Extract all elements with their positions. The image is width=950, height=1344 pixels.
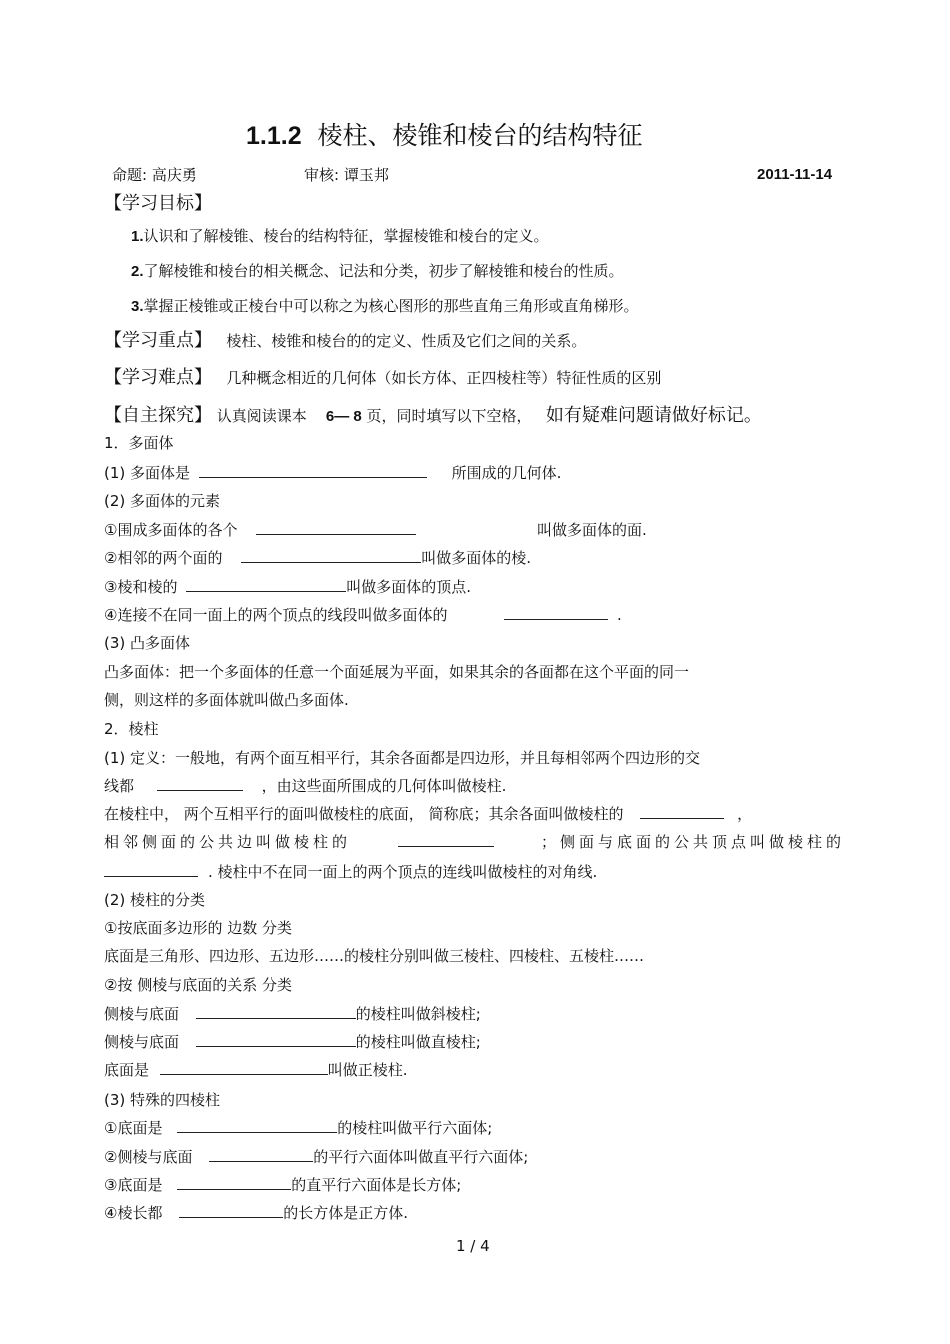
s1-line-9: 侧，则这样的多面体就叫做凸多面体. <box>104 691 349 709</box>
answer-blank[interactable] <box>640 804 724 819</box>
reviewer-line: 审核: 谭玉邦 <box>304 166 389 184</box>
answer-blank[interactable] <box>177 1175 291 1190</box>
answer-blank[interactable] <box>209 1147 313 1162</box>
goal-item-1: 1.认识和了解棱锥、棱台的结构特征，掌握棱锥和棱台的定义。 <box>131 227 549 245</box>
answer-blank[interactable] <box>196 1032 356 1047</box>
s2-class-6: 底面是 叫做正棱柱. <box>104 1061 408 1079</box>
s2-special-1: ①底面是 的棱柱叫做平行六面体; <box>104 1119 493 1137</box>
author: 高庆勇 <box>151 166 197 184</box>
section-2-heading: 2．棱柱 <box>104 720 159 738</box>
page-title <box>246 120 643 152</box>
s2-para-3: . 棱柱中不在同一面上的两个顶点的连线叫做棱柱的对角线. <box>104 862 597 882</box>
s2-para-2: 相邻侧面的公共边叫做棱柱的 ；侧面与底面的公共顶点叫做棱柱的 <box>104 833 845 851</box>
s2-class-4: 侧棱与底面 的棱柱叫做斜棱柱; <box>104 1005 481 1023</box>
key-points <box>104 329 586 353</box>
difficult-points-heading: 【学习难点】 <box>104 367 212 388</box>
s1-line-5: ③棱和棱的 叫做多面体的顶点. <box>104 578 472 596</box>
s2-special-3: ③底面是 的直平行六面体是长方体; <box>104 1176 462 1194</box>
key-points-heading: 【学习重点】 <box>104 330 212 351</box>
goals-heading: 【学习目标】 <box>104 193 212 214</box>
answer-blank[interactable] <box>177 1118 337 1133</box>
self-study-heading: 【自主探究】 <box>104 405 212 426</box>
answer-blank[interactable] <box>186 577 346 592</box>
answer-blank[interactable] <box>241 548 421 563</box>
s1-line-4: ②相邻的两个面的 叫做多面体的棱. <box>104 549 532 567</box>
s1-line-7: (3) 凸多面体 <box>104 634 191 652</box>
s1-line-2: (2) 多面体的元素 <box>104 492 221 510</box>
answer-blank[interactable] <box>256 520 416 535</box>
s1-line-6: ④连接不在同一面上的两个顶点的线段叫做多面体的 . <box>104 606 622 624</box>
s2-def-2: 线都 ，由这些面所围成的几何体叫做棱柱. <box>104 777 507 795</box>
difficult-points-text: 几种概念相近的几何体（如长方体、正四棱柱等）特征性质的区别 <box>226 369 662 387</box>
key-points-text: 棱柱、棱锥和棱台的的定义、性质及它们之间的关系。 <box>226 332 587 350</box>
s2-special-2: ②侧棱与底面 的平行六面体叫做直平行六面体; <box>104 1148 529 1166</box>
goal-item-3: 3.掌握正棱锥或正棱台中可以称之为核心图形的那些直角三角形或直角梯形。 <box>131 297 639 315</box>
s1-line-1: (1) 多面体是 所围成的几何体. <box>104 464 562 482</box>
answer-blank[interactable] <box>179 1203 283 1218</box>
title-text: 棱柱、棱锥和棱台的结构特征 <box>317 121 643 150</box>
s1-line-8: 凸多面体：把一个多面体的任意一个面延展为平面，如果其余的各面都在这个平面的同一 <box>104 663 690 681</box>
goal-item-2: 2.了解棱锥和棱台的相关概念、记法和分类，初步了解棱锥和棱台的性质。 <box>131 262 624 280</box>
s2-special: (3) 特殊的四棱柱 <box>104 1091 221 1109</box>
answer-blank[interactable] <box>199 463 427 478</box>
answer-blank[interactable] <box>504 605 608 620</box>
s1-line-3: ①围成多面体的各个 叫做多面体的面. <box>104 521 647 539</box>
answer-blank[interactable] <box>160 1060 328 1075</box>
answer-blank[interactable] <box>157 776 243 791</box>
date: 2011-11-14 <box>757 166 833 183</box>
s2-class-5: 侧棱与底面 的棱柱叫做直棱柱; <box>104 1033 481 1051</box>
reviewer: 谭玉邦 <box>343 166 389 184</box>
difficult-points <box>104 366 661 390</box>
s2-class-3: ②按 侧棱与底面的关系 分类 <box>104 976 292 994</box>
s2-classification: (2) 棱柱的分类 <box>104 891 206 909</box>
s2-para-1: 在棱柱中， 两个互相平行的面叫做棱柱的底面， 简称底；其余各面叫做棱柱的 ， <box>104 805 753 823</box>
self-study: 【自主探究】 认真阅读课本 6— 8 页，同时填写以下空格， 如有疑难问题请做好标记。 <box>104 405 762 426</box>
section-1-heading: 1．多面体 <box>104 434 174 452</box>
author-line: 命题: 高庆勇 <box>112 166 197 184</box>
page-number: 1 / 4 <box>456 1237 490 1255</box>
title-number: 1.1.2 <box>246 122 302 150</box>
s2-def-1: (1) 定义：一般地，有两个面互相平行，其余各面都是四边形，并且每相邻两个四边形的交 <box>104 749 701 767</box>
s2-class-1: ①按底面多边形的 边数 分类 <box>104 919 292 937</box>
answer-blank[interactable] <box>104 862 198 877</box>
answer-blank[interactable] <box>196 1004 356 1019</box>
s2-class-2: 底面是三角形、四边形、五边形……的棱柱分别叫做三棱柱、四棱柱、五棱柱…… <box>104 947 645 965</box>
s2-special-4: ④棱长都 的长方体是正方体. <box>104 1204 409 1222</box>
answer-blank[interactable] <box>398 832 494 847</box>
page-range: 6— 8 <box>325 408 362 425</box>
